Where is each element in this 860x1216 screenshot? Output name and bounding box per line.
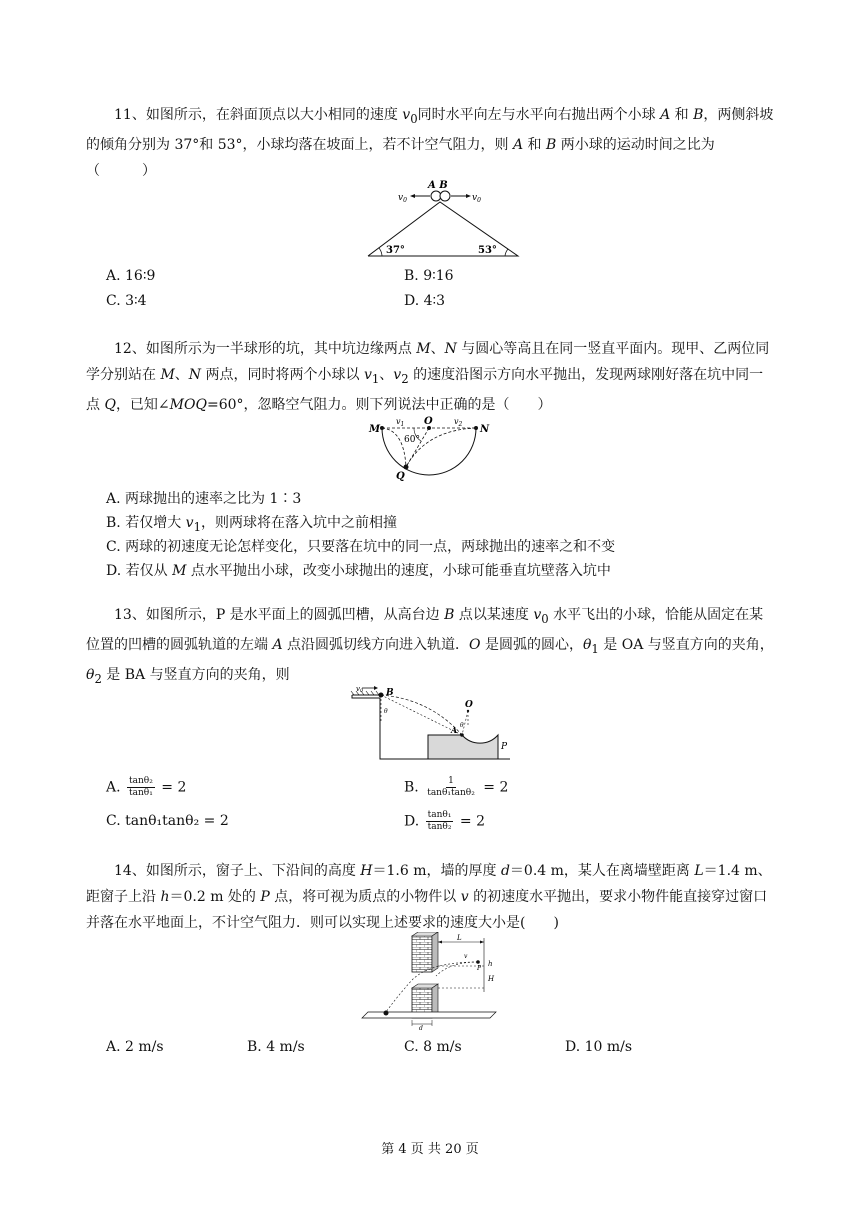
q11-fig-label-ab: A B [428,180,448,191]
q12-fig-v2: $v_2$ [454,417,463,428]
q14-fig-v: v [464,953,468,960]
q12-fig-m: M [369,424,381,435]
q13-fig-a: A [451,725,458,735]
q12-figure [366,412,496,482]
q13-fig-theta1: θ [460,722,464,729]
q13-stem: 13、如图所示，P 是水平面上的圆弧凹槽，从高台边 B 点以某速度 $v_0$ 水平飞出的小球，恰能从固定在某位置的凹槽的圆弧轨道的左端 A 点沿圆弧切线方向进入轨道．O 是圆弧的圆心，$\theta_1$ 是 OA 与竖直方向的夹角，$\theta_2$ 是 BA 与竖直方向的夹角，则 [86,607,774,686]
q12-fig-o: O [424,416,433,427]
q12-option-b: B. 若仅增大 $v_1$，则两球将在落入坑中之前相撞 [106,515,397,534]
q13-fig-b: B [386,688,394,698]
q11-fig-angle-right: 53° [478,245,497,256]
q13-option-b: B. $\frac{1}{\text{tanθ₁tanθ₂}}$ = 2 [404,776,509,798]
q12-option-a: A. 两球抛出的速率之比为 1∶3 [106,491,302,507]
q11-fig-v0-left: $v_0$ [398,193,407,204]
q14-option-c: C. 8 m/s [404,1039,462,1055]
q12-option-c: C. 两球的初速度无论怎样变化，只要落在坑中的同一点，两球抛出的速率之和不变 [106,539,616,555]
q12-stem: 12、如图所示为一半球形的坑，其中坑边缘两点 M、N 与圆心等高且在同一竖直平面内。现甲、乙两位同学分别站在 M、N 两点，同时将两个小球以 $v_1$、$v_2$ 的速度沿图示方向水平抛出，发现两球刚好落在坑中同一点 Q，已知∠MOQ=60°，忽略空气阻力。则下列说法中正确的是（ ） [86,341,770,413]
q14-fig-l: L [457,934,462,942]
q12-fig-angle: 60° [404,435,420,445]
q13-option-c: C. tanθ₁tanθ₂ = 2 [106,813,229,829]
q11-fig-v0-right: $v_0$ [472,193,481,204]
q13-fig-theta2: θ [384,708,388,715]
q11-option-d: D. 4∶3 [404,293,446,309]
q13-fig-v0: v0 [356,685,364,694]
q11-option-c: C. 3∶4 [106,293,147,309]
q12-option-d: D. 若仅从 M 点水平抛出小球，改变小球抛出的速度，小球可能垂直坑壁落入坑中 [106,563,611,579]
q12-fig-v1: $v_1$ [396,417,405,428]
q12-fig-q: Q [396,471,405,482]
q11-option-b: B. 9∶16 [404,268,454,284]
q11-ball-b [440,191,450,201]
q13-option-a: A. $\frac{\text{tanθ₂}}{\text{tanθ₁}}$ = 2 [106,776,187,798]
q11-figure [366,176,526,260]
q14-fig-d: d [419,1025,423,1030]
q11-fig-angle-left: 37° [386,245,405,256]
q11-stem: 11、如图所示，在斜面顶点以大小相同的速度 $v_0$同时水平向左与水平向右抛出两个小球 A 和 B，两侧斜坡的倾角分别为 37°和 53°，小球均落在坡面上，若不计空气阻力，则 A 和 B 两小球的运动时间之比为（ ） [86,107,774,179]
q14-fig-p: P [477,965,482,972]
q13-figure [350,683,516,767]
page-footer: 第 4 页 共 20 页 [381,1142,479,1157]
q13-fig-o: O [465,700,473,710]
q14-option-d: D. 10 m/s [565,1039,633,1055]
q14-stem: 14、如图所示，窗子上、下沿间的高度 H＝1.6 m，墙的厚度 d＝0.4 m，某人在离墙壁距离 L＝1.4 m、距窗子上沿 h＝0.2 m 处的 P 点，将可视为质点的小物件以 v 的初速度水平抛出，要求小物件能直接穿过窗口并落在水平地面上，不计空气阻力．则可以实现上述要求的速度大小是( ) [86,863,772,931]
q11-option-a: A. 16∶9 [106,268,156,284]
q12-fig-n: N [480,424,490,435]
q14-figure [360,932,500,1030]
q14-fig-h-big: H [488,975,495,983]
q13-fig-p: P [501,742,508,752]
q14-option-a: A. 2 m/s [106,1039,164,1055]
q13-option-d: D. $\frac{\text{tanθ₁}}{\text{tanθ₂}}$ = 2 [404,810,485,832]
q14-option-b: B. 4 m/s [247,1039,305,1055]
q14-fig-h-small: h [488,960,493,968]
